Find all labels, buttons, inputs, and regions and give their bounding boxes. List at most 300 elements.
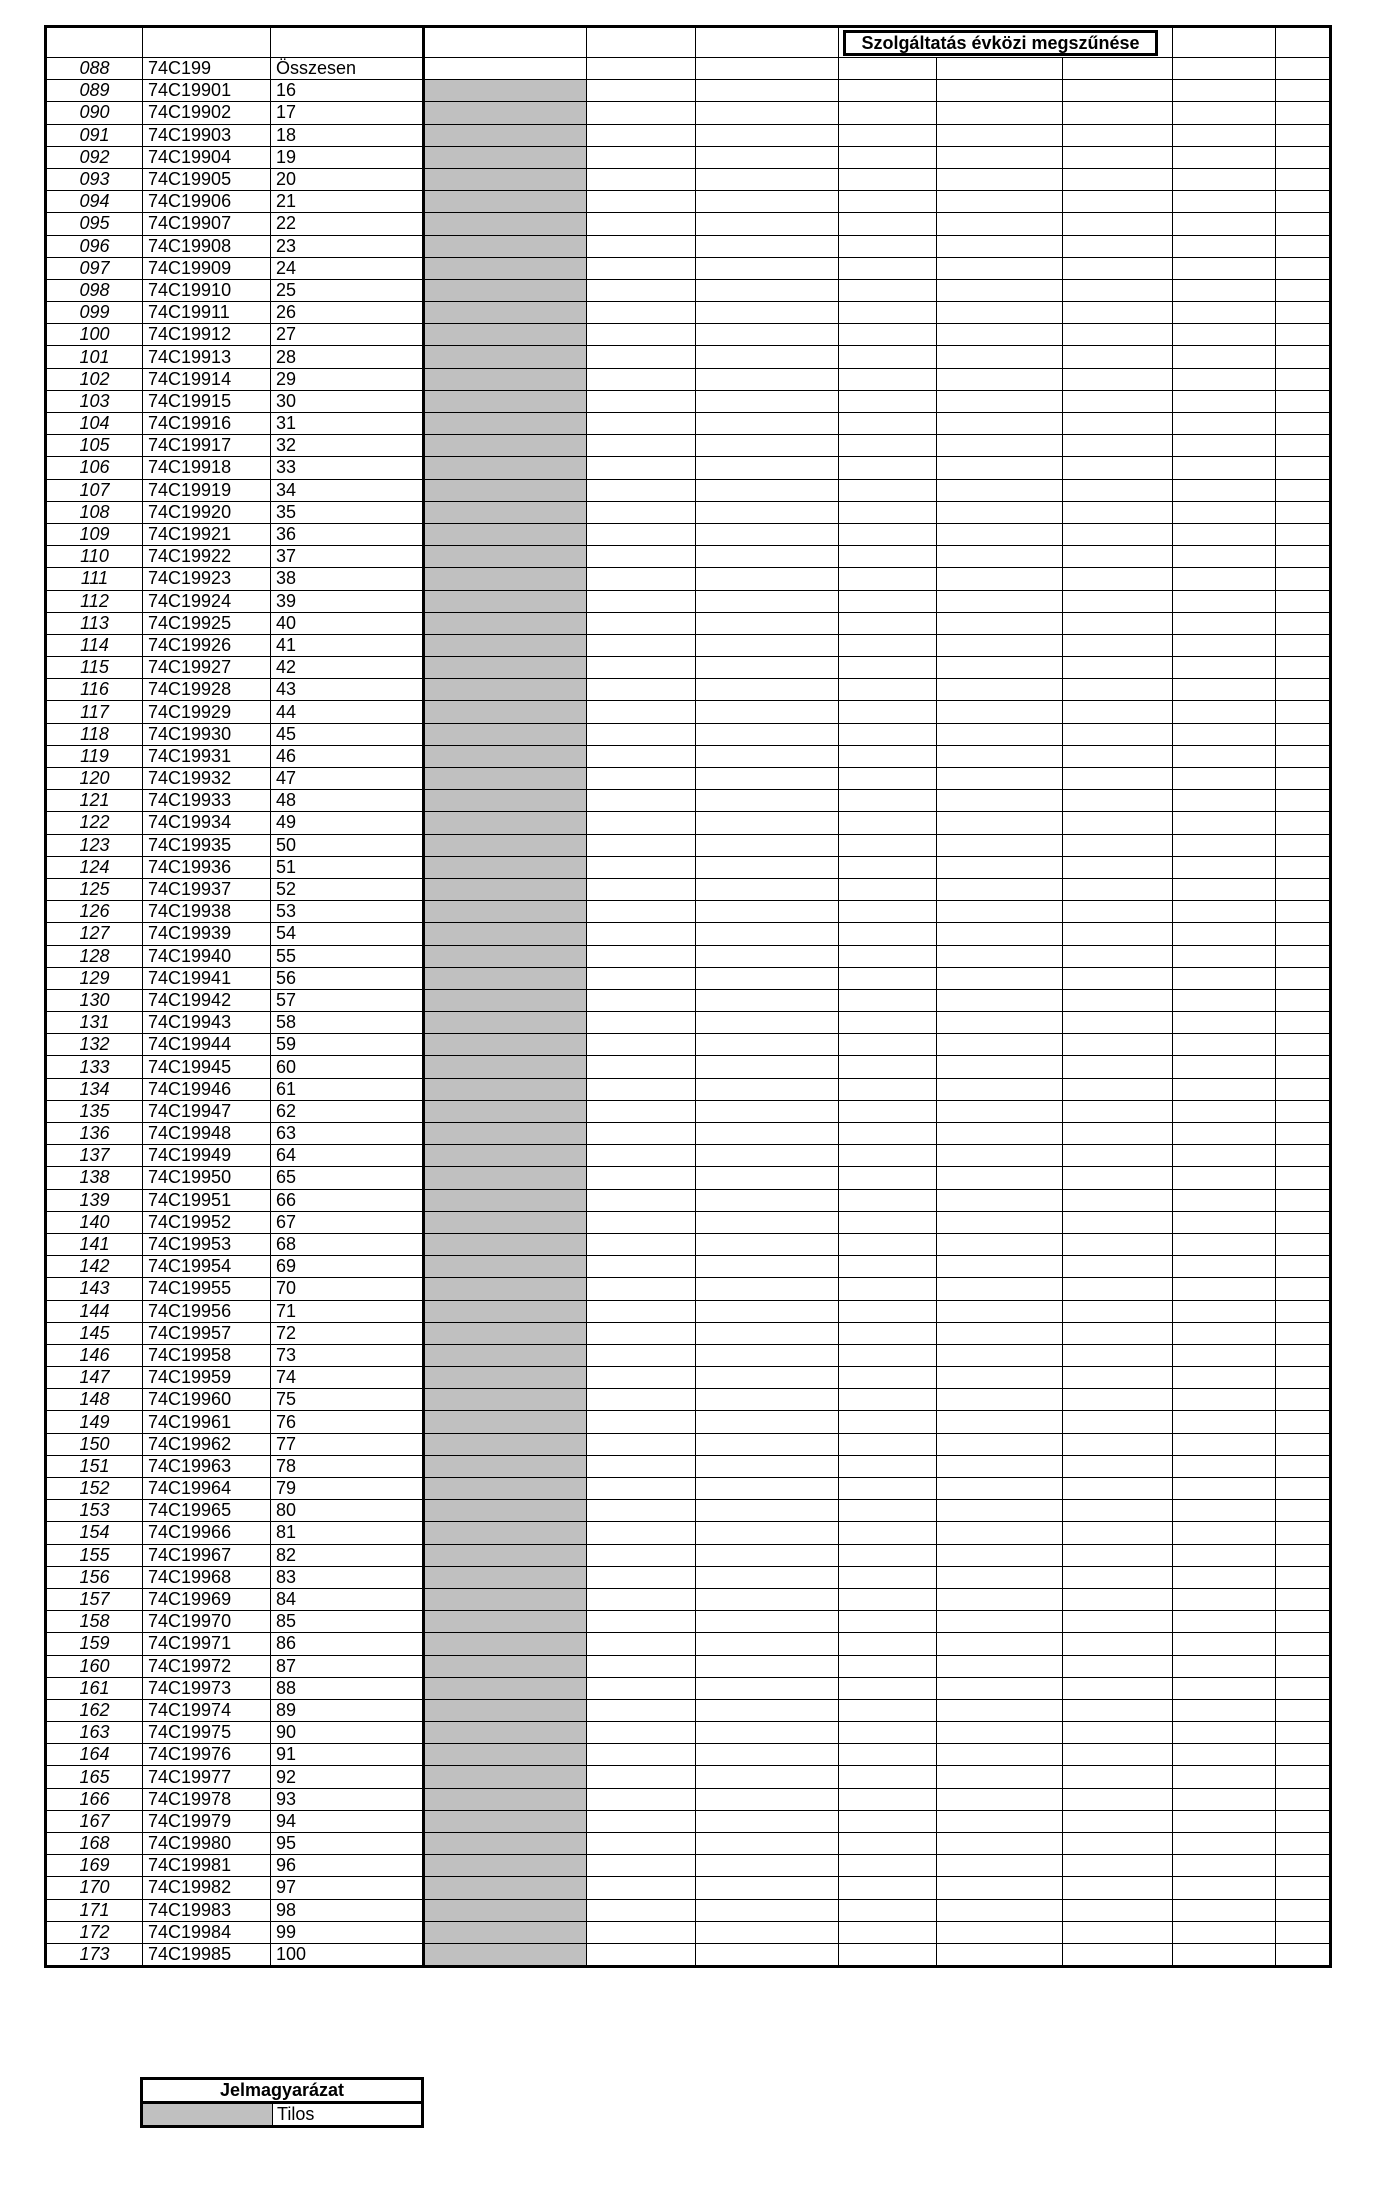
entry-cell[interactable] [839,1123,937,1145]
entry-cell[interactable] [1063,191,1173,213]
entry-cell[interactable] [937,1522,1063,1544]
entry-cell[interactable] [1063,501,1173,523]
entry-cell[interactable] [1063,701,1173,723]
entry-cell[interactable] [1173,634,1276,656]
entry-cell[interactable] [1063,612,1173,634]
entry-cell[interactable] [937,1256,1063,1278]
entry-cell[interactable] [1063,1655,1173,1677]
entry-cell[interactable] [1063,923,1173,945]
entry-cell[interactable] [696,923,839,945]
entry-cell[interactable] [1276,1411,1331,1433]
entry-cell[interactable] [1276,324,1331,346]
entry-cell[interactable] [1173,102,1276,124]
entry-cell[interactable] [696,191,839,213]
entry-cell[interactable] [1276,590,1331,612]
entry-cell[interactable] [1173,1411,1276,1433]
entry-cell[interactable] [1063,1411,1173,1433]
entry-cell[interactable] [587,1522,696,1544]
entry-cell[interactable] [587,723,696,745]
entry-cell[interactable] [1173,1078,1276,1100]
entry-cell[interactable] [937,1766,1063,1788]
entry-cell[interactable] [1063,1034,1173,1056]
entry-cell[interactable] [587,1300,696,1322]
entry-cell[interactable] [1173,1389,1276,1411]
entry-cell[interactable] [587,967,696,989]
entry-cell[interactable] [1276,1566,1331,1588]
entry-cell[interactable] [1173,1012,1276,1034]
entry-cell[interactable] [1276,235,1331,257]
entry-cell[interactable] [937,723,1063,745]
entry-cell[interactable] [696,1611,839,1633]
entry-cell[interactable] [937,1056,1063,1078]
entry-cell[interactable] [937,1167,1063,1189]
entry-cell[interactable] [1063,1012,1173,1034]
entry-cell[interactable] [1063,1699,1173,1721]
entry-cell[interactable] [839,878,937,900]
entry-cell[interactable] [1276,1722,1331,1744]
entry-cell[interactable] [1276,501,1331,523]
entry-cell[interactable] [1173,1722,1276,1744]
entry-cell[interactable] [696,989,839,1011]
entry-cell[interactable] [1063,302,1173,324]
entry-cell[interactable] [587,501,696,523]
entry-cell[interactable] [1063,723,1173,745]
entry-cell[interactable] [587,213,696,235]
entry-cell[interactable] [1063,1544,1173,1566]
entry-cell[interactable] [696,1344,839,1366]
entry-cell[interactable] [937,457,1063,479]
entry-cell[interactable] [587,1699,696,1721]
entry-cell[interactable] [587,80,696,102]
entry-cell[interactable] [1063,1833,1173,1855]
entry-cell[interactable] [1276,80,1331,102]
entry-cell[interactable] [1276,1012,1331,1034]
entry-cell[interactable] [587,1455,696,1477]
entry-cell[interactable] [696,723,839,745]
entry-cell[interactable] [1063,901,1173,923]
entry-cell[interactable] [937,302,1063,324]
entry-cell[interactable] [839,634,937,656]
entry-cell[interactable] [1276,346,1331,368]
entry-cell[interactable] [839,1544,937,1566]
entry-cell[interactable] [696,1256,839,1278]
entry-cell[interactable] [696,346,839,368]
entry-cell[interactable] [937,679,1063,701]
entry-cell[interactable] [1276,1344,1331,1366]
entry-cell[interactable] [587,257,696,279]
entry-cell[interactable] [1063,102,1173,124]
entry-cell[interactable] [937,346,1063,368]
entry-cell[interactable] [587,1655,696,1677]
entry-cell[interactable] [1173,568,1276,590]
entry-cell[interactable] [1173,390,1276,412]
entry-cell[interactable] [1173,745,1276,767]
entry-cell[interactable] [1173,1233,1276,1255]
entry-cell[interactable] [696,834,839,856]
entry-cell[interactable] [839,58,937,80]
entry-cell[interactable] [1063,168,1173,190]
entry-cell[interactable] [1063,1478,1173,1500]
entry-cell[interactable] [839,856,937,878]
entry-cell[interactable] [696,679,839,701]
entry-cell[interactable] [839,1677,937,1699]
entry-cell[interactable] [937,213,1063,235]
entry-cell[interactable] [696,1788,839,1810]
entry-cell[interactable] [696,1699,839,1721]
entry-cell[interactable] [1063,679,1173,701]
entry-cell[interactable] [1173,1699,1276,1721]
entry-cell[interactable] [1173,1056,1276,1078]
entry-cell[interactable] [937,923,1063,945]
entry-cell[interactable] [1276,1699,1331,1721]
entry-cell[interactable] [839,1744,937,1766]
entry-cell[interactable] [1063,634,1173,656]
entry-cell[interactable] [839,146,937,168]
entry-cell[interactable] [839,989,937,1011]
entry-cell[interactable] [696,1056,839,1078]
entry-cell[interactable] [587,1677,696,1699]
entry-cell[interactable] [696,1522,839,1544]
entry-cell[interactable] [587,812,696,834]
entry-cell[interactable] [1276,723,1331,745]
entry-cell[interactable] [696,302,839,324]
entry-cell[interactable] [1173,346,1276,368]
entry-cell[interactable] [839,168,937,190]
entry-cell[interactable] [1173,1256,1276,1278]
entry-cell[interactable] [937,1078,1063,1100]
entry-cell[interactable] [1063,235,1173,257]
entry-cell[interactable] [1063,1455,1173,1477]
entry-cell[interactable] [1276,1056,1331,1078]
entry-cell[interactable] [937,1189,1063,1211]
entry-cell[interactable] [1173,1455,1276,1477]
entry-cell[interactable] [1276,1322,1331,1344]
entry-cell[interactable] [696,701,839,723]
entry-cell[interactable] [587,479,696,501]
entry-cell[interactable] [1276,191,1331,213]
entry-cell[interactable] [587,634,696,656]
entry-cell[interactable] [696,479,839,501]
entry-cell[interactable] [937,1411,1063,1433]
entry-cell[interactable] [839,1078,937,1100]
entry-cell[interactable] [1173,1677,1276,1699]
entry-cell[interactable] [1276,1167,1331,1189]
entry-cell[interactable] [696,1012,839,1034]
entry-cell[interactable] [937,1722,1063,1744]
entry-cell[interactable] [587,324,696,346]
entry-cell[interactable] [839,1899,937,1921]
entry-cell[interactable] [1063,80,1173,102]
entry-cell[interactable] [1173,878,1276,900]
entry-cell[interactable] [937,1455,1063,1477]
entry-cell[interactable] [1173,1322,1276,1344]
entry-cell[interactable] [937,1566,1063,1588]
entry-cell[interactable] [1173,1766,1276,1788]
entry-cell[interactable] [1173,812,1276,834]
entry-cell[interactable] [1063,324,1173,346]
entry-cell[interactable] [1063,1100,1173,1122]
entry-cell[interactable] [937,745,1063,767]
entry-cell[interactable] [1276,612,1331,634]
entry-cell[interactable] [587,390,696,412]
entry-cell[interactable] [1173,1633,1276,1655]
entry-cell[interactable] [1276,856,1331,878]
entry-cell[interactable] [1276,1655,1331,1677]
entry-cell[interactable] [839,768,937,790]
entry-cell[interactable] [1276,790,1331,812]
entry-cell[interactable] [839,1766,937,1788]
entry-cell[interactable] [1276,1943,1331,1966]
entry-cell[interactable] [1063,1522,1173,1544]
entry-cell[interactable] [1063,523,1173,545]
entry-cell[interactable] [1173,279,1276,301]
entry-cell[interactable] [1173,257,1276,279]
entry-cell[interactable] [1063,1344,1173,1366]
entry-cell[interactable] [839,1056,937,1078]
entry-cell[interactable] [696,1233,839,1255]
entry-cell[interactable] [937,257,1063,279]
entry-cell[interactable] [1063,1943,1173,1966]
entry-cell[interactable] [587,1012,696,1034]
entry-cell[interactable] [696,1744,839,1766]
entry-cell[interactable] [1173,1544,1276,1566]
entry-cell[interactable] [937,1278,1063,1300]
entry-cell[interactable] [587,102,696,124]
entry-cell[interactable] [937,701,1063,723]
entry-cell[interactable] [587,1478,696,1500]
entry-cell[interactable] [1276,1611,1331,1633]
entry-cell[interactable] [1276,679,1331,701]
entry-cell[interactable] [937,58,1063,80]
entry-cell[interactable] [587,168,696,190]
entry-cell[interactable] [839,834,937,856]
entry-cell[interactable] [1173,1145,1276,1167]
entry-cell[interactable] [587,1123,696,1145]
entry-cell[interactable] [587,1855,696,1877]
entry-cell[interactable] [839,523,937,545]
entry-cell[interactable] [696,1167,839,1189]
entry-cell[interactable] [1173,1123,1276,1145]
entry-cell[interactable] [1173,1100,1276,1122]
entry-cell[interactable] [937,1367,1063,1389]
entry-cell[interactable] [839,191,937,213]
entry-cell[interactable] [1063,479,1173,501]
entry-cell[interactable] [587,923,696,945]
entry-cell[interactable] [839,479,937,501]
entry-cell[interactable] [1173,1899,1276,1921]
entry-cell[interactable] [587,546,696,568]
entry-cell[interactable] [839,1566,937,1588]
entry-cell[interactable] [1063,1766,1173,1788]
entry-cell[interactable] [937,812,1063,834]
entry-cell[interactable] [587,1056,696,1078]
entry-cell[interactable] [696,590,839,612]
entry-cell[interactable] [1173,546,1276,568]
entry-cell[interactable] [696,1455,839,1477]
entry-cell[interactable] [696,1411,839,1433]
entry-cell[interactable] [1063,257,1173,279]
entry-cell[interactable] [1063,790,1173,812]
entry-cell[interactable] [587,768,696,790]
entry-cell[interactable] [839,1211,937,1233]
entry-cell[interactable] [1173,523,1276,545]
entry-cell[interactable] [1063,1677,1173,1699]
entry-cell[interactable] [1173,1344,1276,1366]
entry-cell[interactable] [696,945,839,967]
entry-cell[interactable] [696,213,839,235]
entry-cell[interactable] [839,1167,937,1189]
entry-cell[interactable] [587,612,696,634]
entry-cell[interactable] [937,945,1063,967]
entry-cell[interactable] [839,302,937,324]
entry-cell[interactable] [1276,279,1331,301]
entry-cell[interactable] [1063,1588,1173,1610]
entry-cell[interactable] [1173,856,1276,878]
entry-cell[interactable] [1276,768,1331,790]
entry-cell[interactable] [1276,967,1331,989]
entry-cell[interactable] [937,1322,1063,1344]
entry-cell[interactable] [1063,1300,1173,1322]
entry-cell[interactable] [839,1833,937,1855]
entry-cell[interactable] [1276,457,1331,479]
entry-cell[interactable] [1063,768,1173,790]
entry-cell[interactable] [937,612,1063,634]
entry-cell[interactable] [1276,1211,1331,1233]
entry-cell[interactable] [937,124,1063,146]
entry-cell[interactable] [937,1855,1063,1877]
entry-cell[interactable] [696,967,839,989]
entry-cell[interactable] [839,1455,937,1477]
entry-cell[interactable] [937,435,1063,457]
entry-cell[interactable] [1276,1278,1331,1300]
entry-cell[interactable] [1276,1855,1331,1877]
entry-cell[interactable] [839,1145,937,1167]
entry-cell[interactable] [937,1810,1063,1832]
entry-cell[interactable] [1173,612,1276,634]
entry-cell[interactable] [839,1810,937,1832]
entry-cell[interactable] [1173,1300,1276,1322]
entry-cell[interactable] [839,812,937,834]
entry-cell[interactable] [1173,457,1276,479]
entry-cell[interactable] [696,1478,839,1500]
entry-cell[interactable] [937,324,1063,346]
entry-cell[interactable] [1276,1078,1331,1100]
entry-cell[interactable] [1063,1877,1173,1899]
entry-cell[interactable] [1276,435,1331,457]
entry-cell[interactable] [1063,1722,1173,1744]
entry-cell[interactable] [937,479,1063,501]
entry-cell[interactable] [1063,1633,1173,1655]
entry-cell[interactable] [839,1500,937,1522]
entry-cell[interactable] [1276,1810,1331,1832]
entry-cell[interactable] [937,1500,1063,1522]
entry-cell[interactable] [1173,1588,1276,1610]
entry-cell[interactable] [1173,501,1276,523]
entry-cell[interactable] [1173,1744,1276,1766]
entry-cell[interactable] [1063,1145,1173,1167]
entry-cell[interactable] [839,723,937,745]
entry-cell[interactable] [839,235,937,257]
entry-cell[interactable] [587,1833,696,1855]
entry-cell[interactable] [696,1855,839,1877]
entry-cell[interactable] [1276,812,1331,834]
entry-cell[interactable] [696,1322,839,1344]
entry-cell[interactable] [1173,1034,1276,1056]
entry-cell[interactable] [1173,1655,1276,1677]
entry-cell[interactable] [587,790,696,812]
entry-cell[interactable] [937,168,1063,190]
entry-cell[interactable] [839,435,937,457]
entry-cell[interactable] [937,790,1063,812]
entry-cell[interactable] [587,1544,696,1566]
entry-cell[interactable] [937,1655,1063,1677]
entry-cell[interactable] [839,1478,937,1500]
entry-cell[interactable] [1063,1233,1173,1255]
entry-cell[interactable] [1063,856,1173,878]
entry-cell[interactable] [937,1389,1063,1411]
entry-cell[interactable] [696,1722,839,1744]
entry-cell[interactable] [1173,1810,1276,1832]
entry-cell[interactable] [1173,1833,1276,1855]
entry-cell[interactable] [1063,1500,1173,1522]
entry-cell[interactable] [1063,657,1173,679]
entry-cell[interactable] [937,1943,1063,1966]
entry-cell[interactable] [1173,435,1276,457]
entry-cell[interactable] [1276,901,1331,923]
entry-cell[interactable] [587,1766,696,1788]
entry-cell[interactable] [839,923,937,945]
entry-cell[interactable] [839,901,937,923]
entry-cell[interactable] [1276,58,1331,80]
entry-cell[interactable] [937,989,1063,1011]
entry-cell[interactable] [937,1788,1063,1810]
entry-cell[interactable] [937,1211,1063,1233]
entry-cell[interactable] [587,1278,696,1300]
entry-cell[interactable] [1173,723,1276,745]
entry-cell[interactable] [937,1833,1063,1855]
entry-cell[interactable] [1063,1322,1173,1344]
entry-cell[interactable] [1173,213,1276,235]
entry-cell[interactable] [839,1389,937,1411]
entry-cell[interactable] [696,1544,839,1566]
entry-cell[interactable] [1063,1056,1173,1078]
entry-cell[interactable] [1173,1788,1276,1810]
entry-cell[interactable] [839,1611,937,1633]
entry-cell[interactable] [1276,1433,1331,1455]
entry-cell[interactable] [1173,235,1276,257]
entry-cell[interactable] [1063,1611,1173,1633]
entry-cell[interactable] [1173,834,1276,856]
entry-cell[interactable] [1173,1367,1276,1389]
entry-cell[interactable] [696,1655,839,1677]
entry-cell[interactable] [839,213,937,235]
entry-cell[interactable] [1063,1278,1173,1300]
entry-cell[interactable] [587,1611,696,1633]
entry-cell[interactable] [1173,945,1276,967]
entry-cell[interactable] [587,1566,696,1588]
entry-cell[interactable] [1063,213,1173,235]
entry-cell[interactable] [1063,812,1173,834]
entry-cell[interactable] [937,1145,1063,1167]
entry-cell[interactable] [1173,768,1276,790]
entry-cell[interactable] [1276,1034,1331,1056]
entry-cell[interactable] [937,1300,1063,1322]
entry-cell[interactable] [1173,923,1276,945]
entry-cell[interactable] [587,745,696,767]
entry-cell[interactable] [839,1278,937,1300]
entry-cell[interactable] [1173,989,1276,1011]
entry-cell[interactable] [1173,1943,1276,1966]
